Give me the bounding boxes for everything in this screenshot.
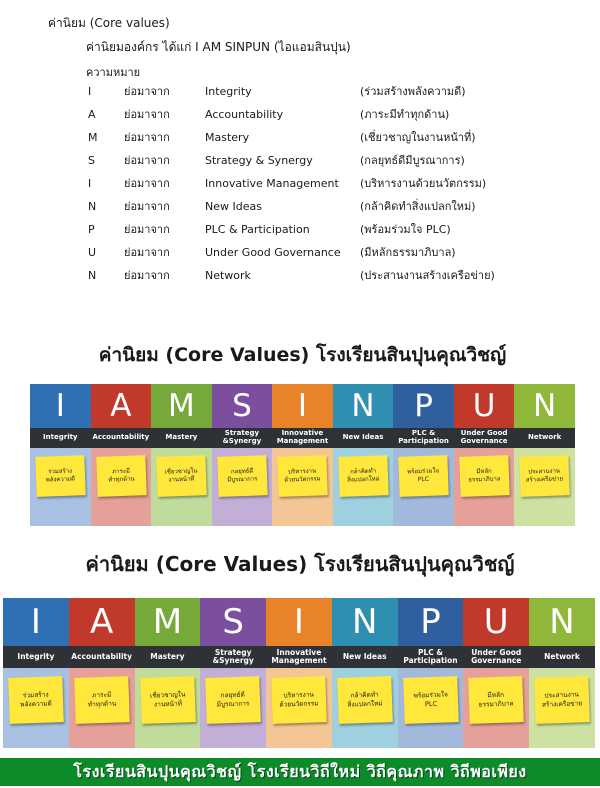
meaning-label: ความหมาย <box>86 66 141 79</box>
value-column-network <box>514 384 575 526</box>
banner-title: ค่านิยม (Core Values) โรงเรียนสินปุนคุณวิชญ์ <box>85 552 515 576</box>
band-label: New Ideas <box>342 433 384 442</box>
sticky-note <box>337 676 392 724</box>
sticky-note <box>520 455 570 497</box>
value-english: Innovative Management <box>205 177 339 190</box>
note-line: สิ่งแปลกใหม่ <box>346 475 380 484</box>
note-line: พลังความดี <box>20 699 52 709</box>
note-line: สิ่งแปลกใหม่ <box>347 699 383 709</box>
note-line: ธรรมาภิบาล <box>478 699 514 709</box>
value-thai: (เชี่ยวชาญในงานหน้าที่) <box>360 131 476 144</box>
note-line: เชี่ยวชาญใน <box>149 690 186 700</box>
banner-columns <box>3 598 595 748</box>
value-letter: S <box>88 154 95 167</box>
band-label: Network <box>527 433 562 442</box>
abbreviation-word: ย่อมาจาก <box>124 269 170 282</box>
abbreviation-word: ย่อมาจาก <box>124 200 170 213</box>
letter-tile <box>332 598 398 646</box>
note-line: PLC <box>424 699 437 709</box>
band-label: Under Good <box>471 647 522 657</box>
value-english: Integrity <box>205 85 252 98</box>
letter-tile <box>135 598 201 646</box>
letter-tile <box>91 384 152 428</box>
note-line: ประสานงาน <box>544 690 580 700</box>
value-band <box>266 646 332 668</box>
value-thai: (มีหลักธรรมาภิบาล) <box>360 246 456 259</box>
value-band <box>454 428 515 448</box>
value-band <box>514 428 575 448</box>
note-line: มีหลัก <box>476 467 492 476</box>
value-thai: (ร่วมสร้างพลังความดี) <box>360 85 466 98</box>
note-panel <box>529 668 595 748</box>
sticky-note <box>217 455 267 497</box>
value-english: Accountability <box>205 108 284 121</box>
value-letter: I <box>88 85 92 98</box>
value-row <box>0 85 600 108</box>
note-line: ประสานงาน <box>528 467 561 476</box>
note-panel <box>266 668 332 748</box>
value-band <box>69 646 135 668</box>
band-label: Under Good <box>460 429 508 438</box>
abbreviation-word: ย่อมาจาก <box>124 108 170 121</box>
value-letter: N <box>88 200 97 213</box>
letter-tile <box>529 598 595 646</box>
abbreviation-word: ย่อมาจาก <box>124 177 170 190</box>
sticky-note <box>206 676 261 724</box>
band-label: Mastery <box>165 433 198 442</box>
note-line: พร้อมร่วมใจ <box>412 690 448 700</box>
value-row <box>0 200 600 223</box>
note-panel <box>333 448 394 526</box>
value-english: Mastery <box>205 131 250 144</box>
sticky-note <box>459 455 509 497</box>
value-row <box>0 246 600 269</box>
band-label: Management <box>271 656 327 665</box>
value-thai: (กลยุทธ์ดีมีบูรณาการ) <box>360 154 465 167</box>
tile-letter: N <box>533 388 557 424</box>
note-line: สร้างเครือข่าย <box>541 699 583 709</box>
value-english: New Ideas <box>205 200 262 213</box>
value-letter: P <box>88 223 95 236</box>
value-column-new-ideas <box>332 598 398 748</box>
note-panel <box>151 448 212 526</box>
school-slogan-banner <box>0 758 600 786</box>
value-english: Under Good Governance <box>205 246 341 259</box>
value-band <box>3 646 69 668</box>
banner-title: ค่านิยม (Core Values) โรงเรียนสินปุนคุณวิชญ์ <box>98 344 507 366</box>
value-column-accountability <box>69 598 135 748</box>
banner-columns <box>30 384 575 526</box>
tile-letter: N <box>351 388 375 424</box>
value-band <box>91 428 152 448</box>
band-label: Management <box>276 437 329 445</box>
note-panel <box>272 448 333 526</box>
band-label: Integrity <box>17 651 55 661</box>
value-row <box>0 177 600 200</box>
value-column-plc <box>398 598 464 748</box>
value-row <box>0 131 600 154</box>
letter-tile <box>200 598 266 646</box>
note-line: พร้อมร่วมใจ <box>407 467 440 476</box>
letter-tile <box>30 384 91 428</box>
tile-letter: S <box>222 602 244 642</box>
note-line: งานหน้าที่ <box>153 699 182 709</box>
abbreviation-word: ย่อมาจาก <box>124 246 170 259</box>
note-line: มีหลัก <box>487 690 505 700</box>
value-column-governance <box>454 384 515 526</box>
value-column-integrity <box>30 384 91 526</box>
letter-tile <box>398 598 464 646</box>
sticky-note <box>469 676 524 724</box>
letter-tile <box>463 598 529 646</box>
band-label: Accountability <box>71 651 133 661</box>
tile-letter: U <box>472 388 496 424</box>
note-line: กล้าคิดทำ <box>349 467 376 476</box>
tile-letter: N <box>351 602 378 642</box>
sticky-note <box>156 455 206 497</box>
tile-letter: I <box>297 388 308 424</box>
sticky-note <box>8 676 63 724</box>
value-column-strategy <box>200 598 266 748</box>
tile-letter: N <box>549 602 575 642</box>
sticky-note <box>35 455 85 497</box>
value-band <box>212 428 273 448</box>
note-line: กล้าคิดทำ <box>350 690 379 700</box>
value-column-mastery <box>135 598 201 748</box>
value-column-governance <box>463 598 529 748</box>
note-line: ทำทุกด้าน <box>87 699 117 709</box>
letter-tile <box>69 598 135 646</box>
note-line: ธรรมาภิบาล <box>467 475 501 484</box>
sticky-note <box>534 676 589 724</box>
letter-tile <box>333 384 394 428</box>
note-line: บริหารงาน <box>283 690 315 700</box>
note-panel <box>91 448 152 526</box>
note-panel <box>212 448 273 526</box>
value-row <box>0 223 600 246</box>
value-letter: U <box>88 246 97 259</box>
sticky-note <box>74 676 129 724</box>
tile-letter: A <box>90 602 114 642</box>
abbreviation-word: ย่อมาจาก <box>124 223 170 236</box>
note-line: ภาระมี <box>111 467 130 476</box>
band-label: Innovative <box>276 647 322 657</box>
value-letter: A <box>88 108 96 121</box>
note-panel <box>332 668 398 748</box>
abbreviation-word: ย่อมาจาก <box>124 131 170 144</box>
note-line: ร่วมสร้าง <box>48 467 73 476</box>
note-line: ร่วมสร้าง <box>22 690 49 700</box>
value-thai: (กล้าคิดทำสิ่งแปลกใหม่) <box>360 200 476 213</box>
tile-letter: S <box>232 388 252 424</box>
value-band <box>393 428 454 448</box>
note-line: พลังความดี <box>45 475 76 484</box>
value-column-plc <box>393 384 454 526</box>
tile-letter: A <box>110 388 132 424</box>
letter-tile <box>393 384 454 428</box>
tile-letter: M <box>152 602 183 642</box>
value-thai: (บริหารงานด้วยนวัตกรรม) <box>360 177 487 190</box>
value-band <box>272 428 333 448</box>
band-label: Integrity <box>43 433 78 442</box>
value-column-accountability <box>91 384 152 526</box>
value-column-strategy <box>212 384 273 526</box>
core-values-text-section <box>0 0 600 300</box>
value-column-new-ideas <box>333 384 394 526</box>
note-line: ทำทุกด้าน <box>107 475 135 484</box>
note-line: PLC <box>417 475 430 484</box>
note-line: งานหน้าที่ <box>168 475 195 484</box>
note-panel <box>3 668 69 748</box>
note-line: กลยุทธ์ดี <box>230 467 254 476</box>
value-band <box>200 646 266 668</box>
tile-letter: U <box>483 602 509 642</box>
note-line: มีบูรณาการ <box>226 475 258 484</box>
organization-values-subheading: ค่านิยมองค์กร ได้แก่ I AM SINPUN (ไอแอมสินปุน) <box>86 40 351 54</box>
value-letter: I <box>88 177 92 190</box>
band-label: Strategy &Synergy <box>212 647 254 665</box>
letter-tile <box>454 384 515 428</box>
value-row <box>0 154 600 177</box>
value-column-network <box>529 598 595 748</box>
value-band <box>135 646 201 668</box>
note-line: กลยุทธ์ดี <box>220 690 246 700</box>
core-values-banner-large <box>0 548 600 748</box>
sticky-note <box>399 455 449 497</box>
note-line: มีบูรณาการ <box>216 699 250 709</box>
sticky-note <box>96 455 146 497</box>
band-label: PLC & Participation <box>403 647 458 665</box>
tile-letter: M <box>167 388 195 424</box>
value-letter: M <box>88 131 98 144</box>
band-label: Governance <box>471 656 522 665</box>
value-band <box>463 646 529 668</box>
note-panel <box>454 448 515 526</box>
sticky-note <box>403 676 458 724</box>
value-letter: N <box>88 269 97 282</box>
note-panel <box>200 668 266 748</box>
band-label: Strategy &Synergy <box>222 429 262 445</box>
value-thai: (ประสานงานสร้างเครือข่าย) <box>360 269 495 282</box>
tile-letter: I <box>55 388 65 424</box>
band-label: Accountability <box>92 433 150 442</box>
band-label: Network <box>544 651 580 661</box>
values-list <box>0 85 600 292</box>
value-column-integrity <box>3 598 69 748</box>
note-line: บริหารงาน <box>288 467 317 476</box>
note-panel <box>514 448 575 526</box>
band-label: New Ideas <box>342 651 387 661</box>
note-panel <box>69 668 135 748</box>
value-english: PLC & Participation <box>205 223 310 236</box>
note-panel <box>30 448 91 526</box>
value-band <box>151 428 212 448</box>
value-band <box>332 646 398 668</box>
note-line: ด้วยนวัตกรรม <box>279 699 319 709</box>
core-values-banner-small <box>30 340 575 530</box>
value-band <box>333 428 394 448</box>
value-english: Strategy & Synergy <box>205 154 313 167</box>
letter-tile <box>272 384 333 428</box>
letter-tile <box>266 598 332 646</box>
note-panel <box>393 448 454 526</box>
sticky-note <box>338 455 388 497</box>
note-panel <box>463 668 529 748</box>
band-label: Governance <box>460 437 508 445</box>
value-band <box>30 428 91 448</box>
sticky-note <box>278 455 328 497</box>
tile-letter: P <box>414 388 433 424</box>
sticky-note <box>140 676 195 724</box>
note-line: ด้วยนวัตกรรม <box>284 475 321 484</box>
value-row <box>0 269 600 292</box>
note-panel <box>398 668 464 748</box>
value-band <box>398 646 464 668</box>
value-column-innovative <box>266 598 332 748</box>
note-line: ภาระมี <box>91 690 112 700</box>
tile-letter: P <box>420 602 441 642</box>
band-label: Mastery <box>150 651 185 661</box>
tile-letter: I <box>30 602 41 642</box>
value-column-mastery <box>151 384 212 526</box>
value-band <box>529 646 595 668</box>
letter-tile <box>151 384 212 428</box>
value-english: Network <box>205 269 251 282</box>
value-thai: (พร้อมร่วมใจ PLC) <box>360 223 451 236</box>
sticky-note <box>271 676 326 724</box>
letter-tile <box>3 598 69 646</box>
core-values-heading: ค่านิยม (Core values) <box>48 16 170 30</box>
letter-tile <box>514 384 575 428</box>
tile-letter: I <box>293 602 304 642</box>
band-label: Innovative <box>281 429 324 438</box>
note-line: เชี่ยวชาญใน <box>164 467 198 476</box>
slogan-text: โรงเรียนสินปุนคุณวิชญ์ โรงเรียนวิถีใหม่ วิถีคุณภาพ วิถีพอเพียง <box>73 761 527 781</box>
abbreviation-word: ย่อมาจาก <box>124 85 170 98</box>
note-panel <box>135 668 201 748</box>
letter-tile <box>212 384 273 428</box>
value-column-innovative <box>272 384 333 526</box>
note-line: สร้างเครือข่าย <box>526 475 564 484</box>
value-row <box>0 108 600 131</box>
value-thai: (ภาระมีทำทุกด้าน) <box>360 108 450 121</box>
band-label: PLC & Participation <box>398 429 449 445</box>
abbreviation-word: ย่อมาจาก <box>124 154 170 167</box>
